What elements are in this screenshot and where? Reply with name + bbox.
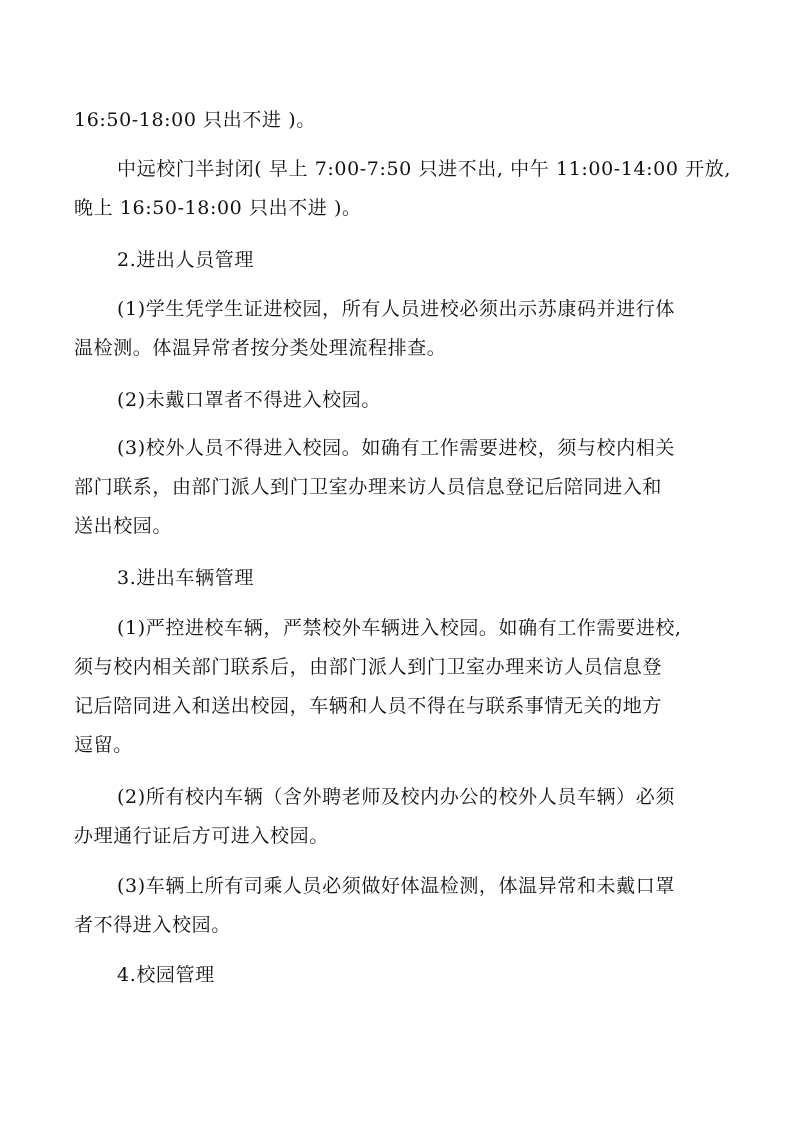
text-line: 者不得进入校园。 xyxy=(74,914,231,936)
text-line: 16:50-18:00 只出不进 )。 xyxy=(74,109,316,131)
text-line: (3)车辆上所有司乘人员必须做好体温检测，体温异常和未戴口罩 xyxy=(117,875,675,897)
text-line: 晚上 16:50-18:00 只出不进 )。 xyxy=(74,197,362,219)
text-line: (3)校外人员不得进入校园。如确有工作需要进校，须与校内相关 xyxy=(117,437,675,459)
text-line: 记后陪同进入和送出校园，车辆和人员不得在与联系事情无关的地方 xyxy=(74,695,663,717)
text-line: (2)未戴口罩者不得进入校园。 xyxy=(117,389,381,411)
heading-text: 3.进出车辆管理 xyxy=(117,567,254,589)
text-line: 送出校园。 xyxy=(74,515,173,537)
text-line: 温检测。体温异常者按分类处理流程排查。 xyxy=(74,337,447,359)
text-line: 逗留。 xyxy=(74,734,133,756)
text-line: 部门联系，由部门派人到门卫室办理来访人员信息登记后陪同进入和 xyxy=(74,476,663,498)
text-line: (1)严控进校车辆，严禁校外车辆进入校园。如确有工作需要进校, xyxy=(117,617,682,639)
heading-text: 2.进出人员管理 xyxy=(117,249,254,271)
text-line: (1)学生凭学生证进校园，所有人员进校必须出示苏康码并进行体 xyxy=(117,298,675,320)
text-line: 须与校内相关部门联系后，由部门派人到门卫室办理来访人员信息登 xyxy=(74,656,663,678)
text-line: 办理通行证后方可进入校园。 xyxy=(74,825,329,847)
text-line: 中远校门半封闭( 早上 7:00-7:50 只进不出, 中午 11:00-14:00 开放, xyxy=(117,158,732,180)
text-line: (2)所有校内车辆（含外聘老师及校内办公的校外人员车辆）必须 xyxy=(117,786,675,808)
heading-text: 4.校园管理 xyxy=(117,964,215,986)
